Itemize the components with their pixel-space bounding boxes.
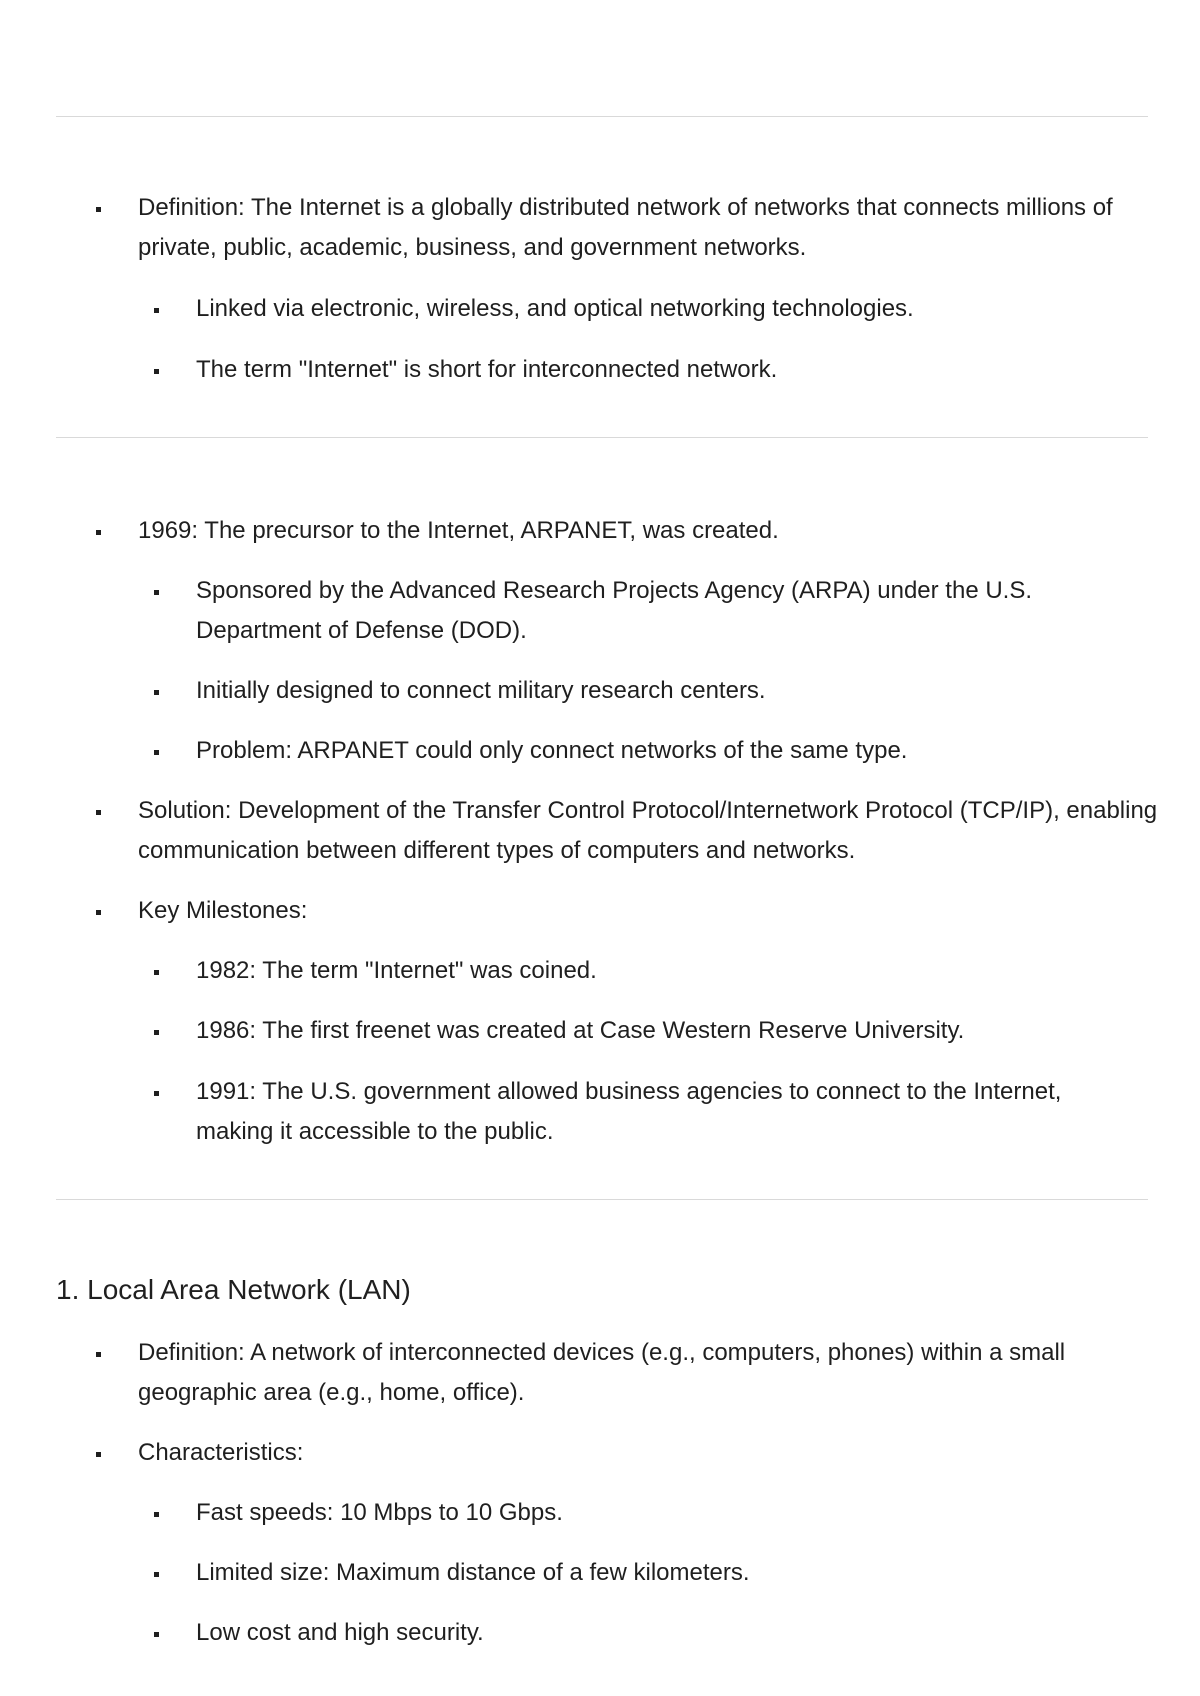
divider <box>56 1199 1148 1200</box>
bullet-icon <box>96 1452 101 1457</box>
bullet-icon <box>96 530 101 535</box>
list-item-text: Linked via electronic, wireless, and optical networking technologies. <box>196 295 914 322</box>
list-item <box>196 1553 1126 1593</box>
list-item <box>196 1613 1126 1653</box>
list-item <box>196 1493 1126 1533</box>
list-item-text: Definition: A network of interconnected devices (e.g., computers, phones) within a small geographic area (e.g., home, office). <box>138 1339 1066 1406</box>
list-item-text: Problem: ARPANET could only connect networks of the same type. <box>196 737 908 764</box>
list-item <box>196 731 1126 771</box>
list-item-text: 1969: The precursor to the Internet, ARPANET, was created. <box>138 517 779 544</box>
bullet-icon <box>154 690 159 695</box>
list-item <box>138 891 1178 931</box>
bullet-icon <box>154 590 159 595</box>
list-item-text: The term "Internet" is short for interconnected network. <box>196 356 778 383</box>
bullet-icon <box>96 1352 101 1357</box>
bullet-icon <box>96 207 101 212</box>
list-item-text: Characteristics: <box>138 1439 304 1466</box>
list-item-text: Solution: Development of the Transfer Control Protocol/Internetwork Protocol (TCP/IP), enabling communication between different types of computers and networks. <box>138 797 1158 864</box>
list-item-text: Limited size: Maximum distance of a few kilometers. <box>196 1559 750 1586</box>
bullet-icon <box>154 1512 159 1517</box>
list-item <box>138 188 1178 268</box>
list-item <box>196 1011 1126 1051</box>
list-item-text: Key Milestones: <box>138 897 308 924</box>
list-item <box>196 671 1126 711</box>
list-item <box>138 791 1178 871</box>
list-item <box>196 350 1126 390</box>
list-item-text: 1982: The term "Internet" was coined. <box>196 957 597 984</box>
list-item-text: Fast speeds: 10 Mbps to 10 Gbps. <box>196 1499 563 1526</box>
bullet-icon <box>154 1091 159 1096</box>
list-item-text: Initially designed to connect military research centers. <box>196 677 766 704</box>
list-item <box>138 1333 1178 1413</box>
list-item-text: Low cost and high security. <box>196 1619 484 1646</box>
section-heading: 1. Local Area Network (LAN) <box>56 1274 411 1305</box>
list-item <box>196 571 1126 651</box>
bullet-icon <box>154 970 159 975</box>
list-item-text: 1986: The first freenet was created at Case Western Reserve University. <box>196 1017 965 1044</box>
bullet-icon <box>154 1030 159 1035</box>
divider <box>56 116 1148 117</box>
bullet-icon <box>154 1632 159 1637</box>
list-item <box>196 951 1126 991</box>
list-item-text: 1991: The U.S. government allowed business agencies to connect to the Internet, making it accessible to the public. <box>196 1078 1062 1145</box>
bullet-icon <box>96 910 101 915</box>
list-item-text: Definition: The Internet is a globally distributed network of networks that connects millions of private, public, academic, business, and government networks. <box>138 194 1113 261</box>
bullet-icon <box>154 1572 159 1577</box>
bullet-icon <box>154 369 159 374</box>
list-item <box>196 1072 1126 1152</box>
list-item <box>138 1433 1178 1473</box>
bullet-icon <box>154 750 159 755</box>
divider <box>56 437 1148 438</box>
bullet-icon <box>96 810 101 815</box>
bullet-icon <box>154 308 159 313</box>
list-item-text: Sponsored by the Advanced Research Projects Agency (ARPA) under the U.S. Department of Defense (DOD). <box>196 577 1033 644</box>
list-item <box>196 289 1126 329</box>
list-item <box>138 511 1178 551</box>
